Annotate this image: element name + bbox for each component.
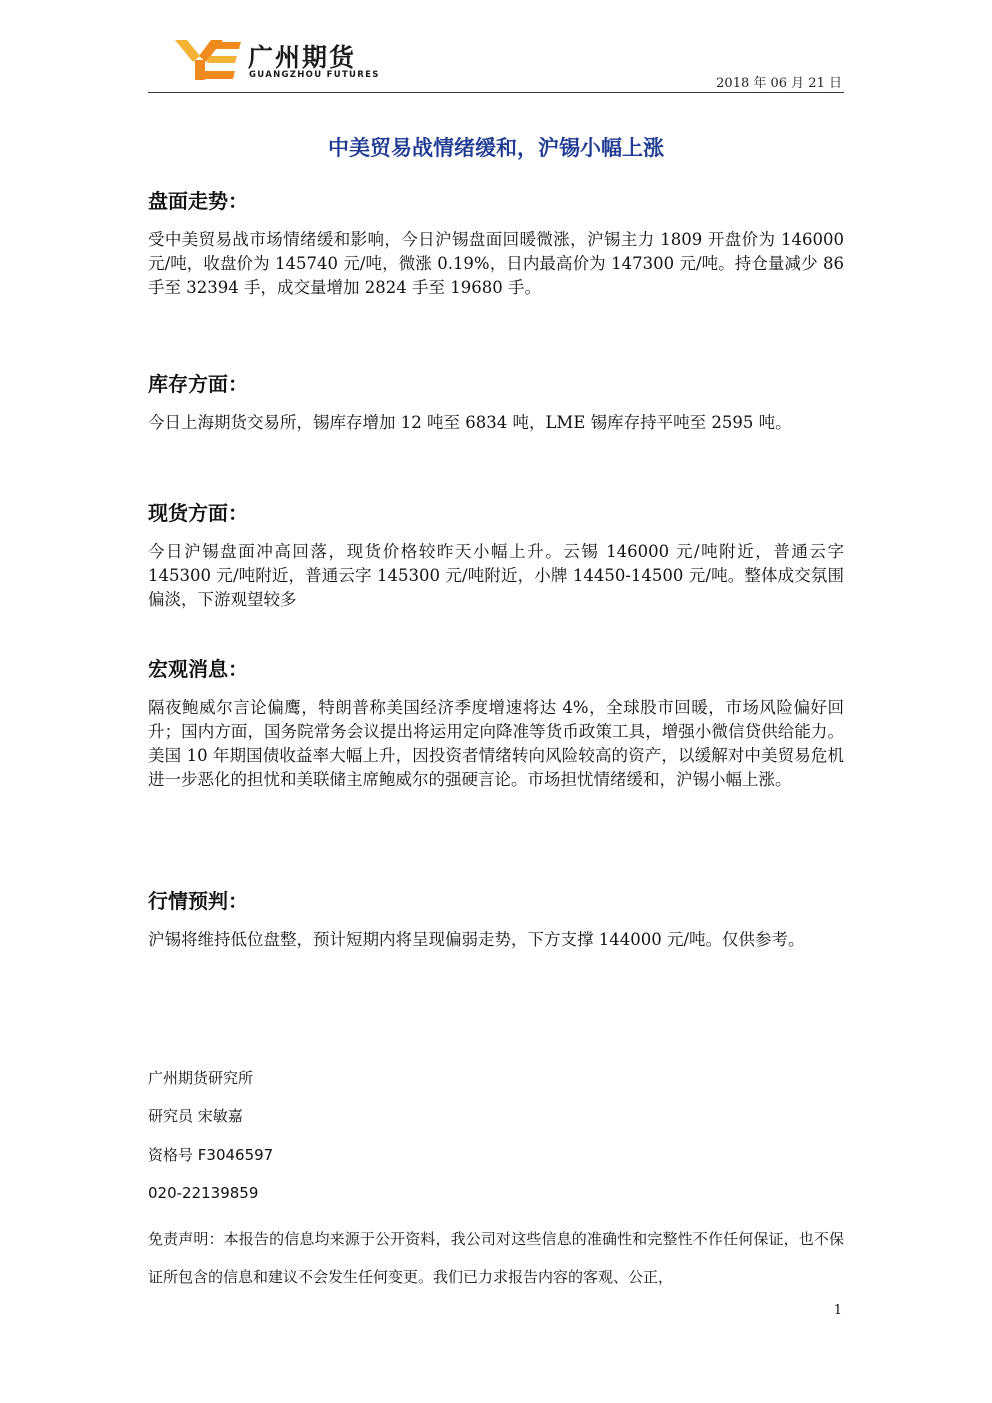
document-title: 中美贸易战情绪缓和，沪锡小幅上涨 <box>328 136 664 160</box>
section-market-trend <box>148 185 844 300</box>
footer-phone: 020-22139859 <box>148 1184 259 1202</box>
section-heading: 宏观消息： <box>148 657 248 681</box>
section-body: 隔夜鲍威尔言论偏鹰，特朗普称美国经济季度增速将达 4%，全球股市回暖，市场风险偏好回升；国内方面，国务院常务会议提出将运用定向降准等货币政策工具，增强小微信贷供给能力。美国 10 年期国债收益率大幅上升，因投资者情绪转向风险较高的资产，以缓解对中美贸易危机进一步恶化的担忧和美联储主席鲍威尔的强硬言论。市场担忧情绪缓和，沪锡小幅上涨。 <box>148 698 844 789</box>
section-body: 沪锡将维持低位盘整，预计短期内将呈现偏弱走势，下方支撑 144000 元/吨。仅供参考。 <box>148 930 805 949</box>
section-body: 今日上海期货交易所，锡库存增加 12 吨至 6834 吨，LME 锡库存持平吨至 2595 吨。 <box>148 413 792 432</box>
gzf-logo-icon <box>173 38 243 82</box>
logo-chinese-name: 广州期货 <box>248 43 357 72</box>
footer-institute: 广州期货研究所 <box>148 1069 254 1087</box>
logo-english-name: GUANGZHOU FUTURES <box>249 70 380 80</box>
section-macro <box>148 653 844 792</box>
section-outlook <box>148 885 844 952</box>
section-body: 受中美贸易战市场情绪缓和影响，今日沪锡盘面回暖微涨，沪锡主力 1809 开盘价为 146000 元/吨，收盘价为 145740 元/吨，微涨 0.19%，日内最高价为 147300 元/吨。持仓量减少 86 手至 32394 手，成交量增加 2824 手至 19680 手。 <box>148 230 844 297</box>
section-heading: 现货方面： <box>148 501 248 525</box>
section-spot <box>148 497 844 612</box>
footer-license: 资格号 F3046597 <box>148 1146 274 1164</box>
section-heading: 行情预判： <box>148 889 248 913</box>
section-heading: 库存方面： <box>148 372 248 396</box>
header-divider <box>148 92 844 93</box>
section-body: 今日沪锡盘面冲高回落，现货价格较昨天小幅上升。云锡 146000 元/吨附近，普通云字 145300 元/吨附近，普通云字 145300 元/吨附近，小牌 14450-14500 元/吨。整体成交氛围偏淡，下游观望较多 <box>148 542 844 609</box>
section-heading: 盘面走势： <box>148 189 248 213</box>
report-date: 2018 年 06 月 21 日 <box>716 76 842 91</box>
company-logo <box>173 38 380 86</box>
footer-researcher: 研究员 宋敏嘉 <box>148 1107 243 1125</box>
footer-disclaimer: 免责声明：本报告的信息均来源于公开资料，我公司对这些信息的准确性和完整性不作任何保证，也不保证所包含的信息和建议不会发生任何变更。我们已力求报告内容的客观、公正， <box>148 1230 844 1286</box>
page-number: 1 <box>833 1303 842 1318</box>
section-inventory <box>148 368 844 435</box>
